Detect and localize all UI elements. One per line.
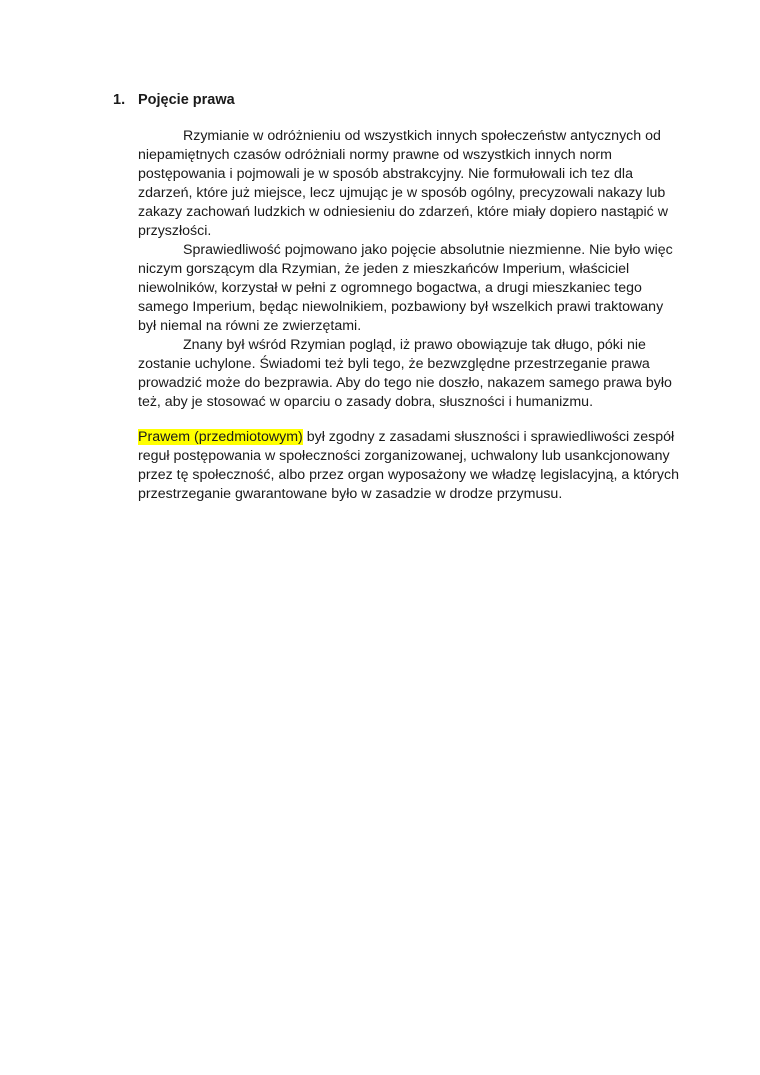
paragraph-line: przyszłości. xyxy=(138,223,212,239)
paragraph-line: samego Imperium, będąc niewolnikiem, pozbawiony był wszelkich prawi traktowany xyxy=(138,299,664,315)
section-title: Pojęcie prawa xyxy=(138,92,235,108)
definition-first-line xyxy=(138,428,675,447)
body-paragraphs xyxy=(138,127,673,412)
definition-line: reguł postępowania w społeczności zorganizowanej, uchwalony lub usankcjonowany xyxy=(138,448,670,464)
paragraph-line: zdarzeń, które już miejsce, lecz ujmując je w sposób ogólny, precyzowali nakazy lub xyxy=(138,185,666,201)
section-number: 1. xyxy=(113,92,126,108)
paragraph-line: Znany był wśród Rzymian pogląd, iż prawo obowiązuje tak długo, póki nie xyxy=(183,337,646,353)
definition-first-line-rest: był zgodny z zasadami słuszności i sprawiedliwości zespół xyxy=(302,429,675,445)
paragraph-line: niewolników, korzystał w pełni z ogromnego bogactwa, a drugi mieszkaniec tego xyxy=(138,280,642,296)
paragraph-line: był niemal na równi ze zwierzętami. xyxy=(138,318,362,334)
paragraph-line: zakazy zachowań ludzkich w odniesieniu do zdarzeń, które miały dopiero nastąpić w xyxy=(138,204,668,220)
definition-line: przestrzeganie gwarantowane było w zasadzie w drodze przymusu. xyxy=(138,486,563,502)
section-heading xyxy=(113,90,235,110)
paragraph-line: zostanie uchylone. Świadomi też byli tego, że bezwzględne przestrzeganie prawa xyxy=(138,356,650,372)
paragraph-line: też, aby je stosować w oparciu o zasady dobra, słuszności i humanizmu. xyxy=(138,394,594,410)
paragraph-line: prowadzić może do bezprawia. Aby do tego nie doszło, nakazem samego prawa było xyxy=(138,375,672,391)
paragraph-line: postępowania i pojmowali je w sposób abstrakcyjny. Nie formułowali ich tez dla xyxy=(138,166,633,182)
paragraph-line: Sprawiedliwość pojmowano jako pojęcie absolutnie niezmienne. Nie było więc xyxy=(183,242,673,258)
definition-paragraph xyxy=(138,428,679,504)
paragraph-line: Rzymianie w odróżnieniu od wszystkich innych społeczeństw antycznych od xyxy=(183,128,661,144)
paragraph-line: niepamiętnych czasów odróżniali normy prawne od wszystkich innych norm xyxy=(138,147,612,163)
definition-line: przez tę społeczność, albo przez organ wyposażony we władzę legislacyjną, a których xyxy=(138,467,679,483)
highlighted-term: Prawem (przedmiotowym) xyxy=(138,429,303,445)
paragraph-line: niczym gorszącym dla Rzymian, że jeden z mieszkańców Imperium, właściciel xyxy=(138,261,630,277)
